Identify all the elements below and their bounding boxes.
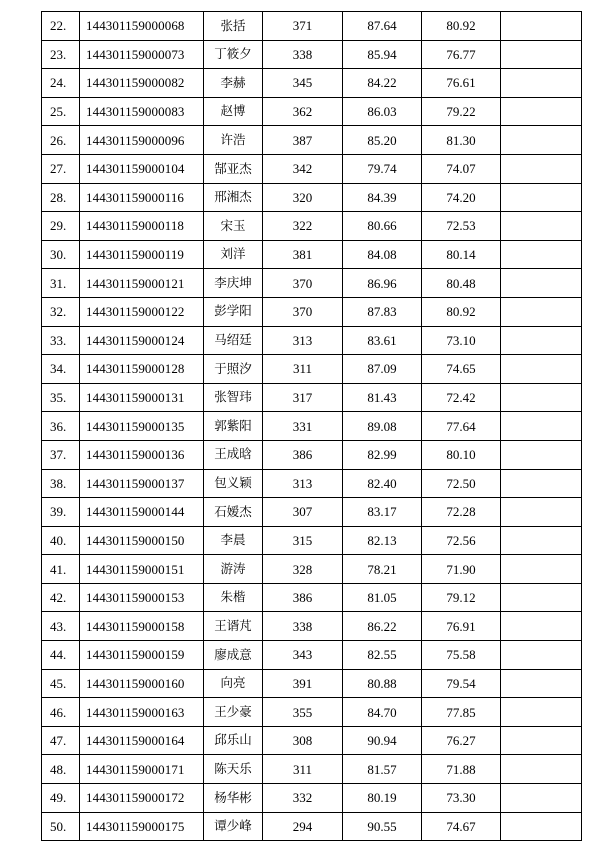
remark-cell xyxy=(501,355,582,384)
interview-score-cell: 82.40 xyxy=(343,469,422,498)
table-row xyxy=(42,784,582,813)
written-score-cell: 322 xyxy=(263,212,343,241)
row-number-cell: 40. xyxy=(42,526,80,555)
total-score-cell: 81.30 xyxy=(422,126,501,155)
row-number-cell: 44. xyxy=(42,641,80,670)
candidate-name-cell: 向亮 xyxy=(204,669,263,698)
remark-cell xyxy=(501,69,582,98)
written-score-cell: 313 xyxy=(263,469,343,498)
total-score-cell: 74.67 xyxy=(422,812,501,841)
candidate-name-cell: 邢湘杰 xyxy=(204,183,263,212)
written-score-cell: 317 xyxy=(263,383,343,412)
candidate-id-cell: 144301159000096 xyxy=(80,126,204,155)
row-number-cell: 36. xyxy=(42,412,80,441)
total-score-cell: 74.65 xyxy=(422,355,501,384)
remark-cell xyxy=(501,383,582,412)
total-score-cell: 76.61 xyxy=(422,69,501,98)
candidate-id-cell: 144301159000104 xyxy=(80,154,204,183)
interview-score-cell: 83.17 xyxy=(343,498,422,527)
row-number-cell: 26. xyxy=(42,126,80,155)
written-score-cell: 331 xyxy=(263,412,343,441)
row-number-cell: 29. xyxy=(42,212,80,241)
written-score-cell: 307 xyxy=(263,498,343,527)
written-score-cell: 345 xyxy=(263,69,343,98)
written-score-cell: 320 xyxy=(263,183,343,212)
row-number-cell: 22. xyxy=(42,12,80,41)
total-score-cell: 74.20 xyxy=(422,183,501,212)
candidate-id-cell: 144301159000128 xyxy=(80,355,204,384)
interview-score-cell: 80.66 xyxy=(343,212,422,241)
candidate-id-cell: 144301159000150 xyxy=(80,526,204,555)
candidate-name-cell: 包义颖 xyxy=(204,469,263,498)
row-number-cell: 48. xyxy=(42,755,80,784)
interview-score-cell: 80.88 xyxy=(343,669,422,698)
candidate-name-cell: 马绍廷 xyxy=(204,326,263,355)
total-score-cell: 76.91 xyxy=(422,612,501,641)
candidate-name-cell: 杨华彬 xyxy=(204,784,263,813)
table-row xyxy=(42,612,582,641)
total-score-cell: 80.92 xyxy=(422,297,501,326)
interview-score-cell: 84.22 xyxy=(343,69,422,98)
interview-score-cell: 86.03 xyxy=(343,97,422,126)
candidate-name-cell: 邱乐山 xyxy=(204,726,263,755)
total-score-cell: 79.22 xyxy=(422,97,501,126)
interview-score-cell: 84.08 xyxy=(343,240,422,269)
total-score-cell: 75.58 xyxy=(422,641,501,670)
remark-cell xyxy=(501,212,582,241)
candidate-id-cell: 144301159000073 xyxy=(80,40,204,69)
remark-cell xyxy=(501,641,582,670)
total-score-cell: 76.77 xyxy=(422,40,501,69)
interview-score-cell: 84.70 xyxy=(343,698,422,727)
remark-cell xyxy=(501,297,582,326)
interview-score-cell: 82.99 xyxy=(343,440,422,469)
row-number-cell: 46. xyxy=(42,698,80,727)
table-row xyxy=(42,726,582,755)
written-score-cell: 371 xyxy=(263,12,343,41)
remark-cell xyxy=(501,726,582,755)
total-score-cell: 80.10 xyxy=(422,440,501,469)
table-row xyxy=(42,812,582,841)
interview-score-cell: 87.64 xyxy=(343,12,422,41)
table-row xyxy=(42,126,582,155)
candidate-name-cell: 陈天乐 xyxy=(204,755,263,784)
row-number-cell: 47. xyxy=(42,726,80,755)
candidate-id-cell: 144301159000118 xyxy=(80,212,204,241)
candidate-id-cell: 144301159000082 xyxy=(80,69,204,98)
table-row xyxy=(42,154,582,183)
remark-cell xyxy=(501,97,582,126)
total-score-cell: 71.88 xyxy=(422,755,501,784)
table-row xyxy=(42,669,582,698)
interview-score-cell: 87.83 xyxy=(343,297,422,326)
written-score-cell: 386 xyxy=(263,440,343,469)
candidate-name-cell: 李赫 xyxy=(204,69,263,98)
written-score-cell: 338 xyxy=(263,40,343,69)
remark-cell xyxy=(501,126,582,155)
candidate-id-cell: 144301159000083 xyxy=(80,97,204,126)
candidate-id-cell: 144301159000163 xyxy=(80,698,204,727)
row-number-cell: 35. xyxy=(42,383,80,412)
candidate-name-cell: 游涛 xyxy=(204,555,263,584)
candidate-id-cell: 144301159000171 xyxy=(80,755,204,784)
candidate-name-cell: 丁筱夕 xyxy=(204,40,263,69)
row-number-cell: 45. xyxy=(42,669,80,698)
written-score-cell: 311 xyxy=(263,355,343,384)
candidate-name-cell: 宋玉 xyxy=(204,212,263,241)
table-row xyxy=(42,297,582,326)
candidate-id-cell: 144301159000124 xyxy=(80,326,204,355)
candidate-name-cell: 郜亚杰 xyxy=(204,154,263,183)
remark-cell xyxy=(501,40,582,69)
row-number-cell: 38. xyxy=(42,469,80,498)
remark-cell xyxy=(501,526,582,555)
candidate-name-cell: 李庆坤 xyxy=(204,269,263,298)
row-number-cell: 34. xyxy=(42,355,80,384)
total-score-cell: 72.50 xyxy=(422,469,501,498)
total-score-cell: 80.14 xyxy=(422,240,501,269)
remark-cell xyxy=(501,755,582,784)
candidate-name-cell: 张括 xyxy=(204,12,263,41)
candidate-name-cell: 李晨 xyxy=(204,526,263,555)
table-row xyxy=(42,183,582,212)
remark-cell xyxy=(501,698,582,727)
candidate-name-cell: 谭少峰 xyxy=(204,812,263,841)
row-number-cell: 31. xyxy=(42,269,80,298)
remark-cell xyxy=(501,154,582,183)
total-score-cell: 76.27 xyxy=(422,726,501,755)
written-score-cell: 370 xyxy=(263,297,343,326)
candidate-name-cell: 朱楷 xyxy=(204,583,263,612)
candidate-id-cell: 144301159000153 xyxy=(80,583,204,612)
table-row xyxy=(42,641,582,670)
candidate-id-cell: 144301159000158 xyxy=(80,612,204,641)
row-number-cell: 32. xyxy=(42,297,80,326)
total-score-cell: 72.56 xyxy=(422,526,501,555)
table-row xyxy=(42,69,582,98)
row-number-cell: 27. xyxy=(42,154,80,183)
written-score-cell: 308 xyxy=(263,726,343,755)
row-number-cell: 24. xyxy=(42,69,80,98)
candidate-id-cell: 144301159000131 xyxy=(80,383,204,412)
table-row xyxy=(42,355,582,384)
written-score-cell: 328 xyxy=(263,555,343,584)
interview-score-cell: 84.39 xyxy=(343,183,422,212)
remark-cell xyxy=(501,555,582,584)
candidate-id-cell: 144301159000175 xyxy=(80,812,204,841)
candidate-name-cell: 王谞芃 xyxy=(204,612,263,641)
interview-score-cell: 86.22 xyxy=(343,612,422,641)
candidate-id-cell: 144301159000137 xyxy=(80,469,204,498)
remark-cell xyxy=(501,669,582,698)
remark-cell xyxy=(501,440,582,469)
interview-score-cell: 89.08 xyxy=(343,412,422,441)
written-score-cell: 370 xyxy=(263,269,343,298)
candidate-name-cell: 王少豪 xyxy=(204,698,263,727)
written-score-cell: 355 xyxy=(263,698,343,727)
candidate-name-cell: 郭紫阳 xyxy=(204,412,263,441)
remark-cell xyxy=(501,412,582,441)
remark-cell xyxy=(501,612,582,641)
interview-score-cell: 81.05 xyxy=(343,583,422,612)
total-score-cell: 71.90 xyxy=(422,555,501,584)
table-row xyxy=(42,469,582,498)
candidate-id-cell: 144301159000121 xyxy=(80,269,204,298)
table-row xyxy=(42,269,582,298)
candidate-name-cell: 于照汐 xyxy=(204,355,263,384)
table-row xyxy=(42,412,582,441)
candidate-id-cell: 144301159000160 xyxy=(80,669,204,698)
row-number-cell: 50. xyxy=(42,812,80,841)
written-score-cell: 362 xyxy=(263,97,343,126)
table-row xyxy=(42,555,582,584)
written-score-cell: 386 xyxy=(263,583,343,612)
candidate-name-cell: 王成晗 xyxy=(204,440,263,469)
table-row xyxy=(42,498,582,527)
row-number-cell: 39. xyxy=(42,498,80,527)
row-number-cell: 41. xyxy=(42,555,80,584)
table-row xyxy=(42,440,582,469)
table-row xyxy=(42,383,582,412)
row-number-cell: 28. xyxy=(42,183,80,212)
interview-score-cell: 82.55 xyxy=(343,641,422,670)
interview-score-cell: 90.55 xyxy=(343,812,422,841)
total-score-cell: 73.10 xyxy=(422,326,501,355)
interview-score-cell: 80.19 xyxy=(343,784,422,813)
written-score-cell: 332 xyxy=(263,784,343,813)
total-score-cell: 72.42 xyxy=(422,383,501,412)
candidate-name-cell: 张智玮 xyxy=(204,383,263,412)
interview-score-cell: 85.94 xyxy=(343,40,422,69)
written-score-cell: 343 xyxy=(263,641,343,670)
candidate-id-cell: 144301159000136 xyxy=(80,440,204,469)
table-row xyxy=(42,526,582,555)
row-number-cell: 33. xyxy=(42,326,80,355)
table-row xyxy=(42,12,582,41)
interview-score-cell: 86.96 xyxy=(343,269,422,298)
written-score-cell: 342 xyxy=(263,154,343,183)
remark-cell xyxy=(501,240,582,269)
remark-cell xyxy=(501,469,582,498)
candidate-id-cell: 144301159000144 xyxy=(80,498,204,527)
interview-score-cell: 78.21 xyxy=(343,555,422,584)
row-number-cell: 37. xyxy=(42,440,80,469)
row-number-cell: 42. xyxy=(42,583,80,612)
table-row xyxy=(42,212,582,241)
written-score-cell: 294 xyxy=(263,812,343,841)
remark-cell xyxy=(501,183,582,212)
row-number-cell: 49. xyxy=(42,784,80,813)
candidate-id-cell: 144301159000135 xyxy=(80,412,204,441)
total-score-cell: 73.30 xyxy=(422,784,501,813)
total-score-cell: 80.48 xyxy=(422,269,501,298)
interview-score-cell: 79.74 xyxy=(343,154,422,183)
written-score-cell: 338 xyxy=(263,612,343,641)
table-body xyxy=(42,12,582,841)
remark-cell xyxy=(501,812,582,841)
written-score-cell: 313 xyxy=(263,326,343,355)
interview-score-cell: 87.09 xyxy=(343,355,422,384)
remark-cell xyxy=(501,326,582,355)
table-row xyxy=(42,698,582,727)
total-score-cell: 79.12 xyxy=(422,583,501,612)
total-score-cell: 77.64 xyxy=(422,412,501,441)
written-score-cell: 315 xyxy=(263,526,343,555)
interview-score-cell: 81.57 xyxy=(343,755,422,784)
row-number-cell: 23. xyxy=(42,40,80,69)
candidate-id-cell: 144301159000122 xyxy=(80,297,204,326)
candidate-id-cell: 144301159000068 xyxy=(80,12,204,41)
remark-cell xyxy=(501,269,582,298)
candidate-id-cell: 144301159000151 xyxy=(80,555,204,584)
remark-cell xyxy=(501,784,582,813)
table-row xyxy=(42,240,582,269)
remark-cell xyxy=(501,583,582,612)
total-score-cell: 72.53 xyxy=(422,212,501,241)
candidate-name-cell: 许浩 xyxy=(204,126,263,155)
written-score-cell: 311 xyxy=(263,755,343,784)
total-score-cell: 74.07 xyxy=(422,154,501,183)
table-row xyxy=(42,97,582,126)
written-score-cell: 391 xyxy=(263,669,343,698)
candidate-name-cell: 石嫒杰 xyxy=(204,498,263,527)
table-row xyxy=(42,40,582,69)
candidate-name-cell: 廖成意 xyxy=(204,641,263,670)
score-table xyxy=(41,11,582,841)
interview-score-cell: 83.61 xyxy=(343,326,422,355)
row-number-cell: 25. xyxy=(42,97,80,126)
interview-score-cell: 90.94 xyxy=(343,726,422,755)
candidate-id-cell: 144301159000119 xyxy=(80,240,204,269)
interview-score-cell: 82.13 xyxy=(343,526,422,555)
written-score-cell: 381 xyxy=(263,240,343,269)
total-score-cell: 77.85 xyxy=(422,698,501,727)
remark-cell xyxy=(501,12,582,41)
remark-cell xyxy=(501,498,582,527)
candidate-name-cell: 刘洋 xyxy=(204,240,263,269)
row-number-cell: 43. xyxy=(42,612,80,641)
candidate-id-cell: 144301159000172 xyxy=(80,784,204,813)
candidate-id-cell: 144301159000164 xyxy=(80,726,204,755)
table-row xyxy=(42,583,582,612)
candidate-id-cell: 144301159000159 xyxy=(80,641,204,670)
row-number-cell: 30. xyxy=(42,240,80,269)
total-score-cell: 72.28 xyxy=(422,498,501,527)
total-score-cell: 79.54 xyxy=(422,669,501,698)
written-score-cell: 387 xyxy=(263,126,343,155)
candidate-name-cell: 赵博 xyxy=(204,97,263,126)
total-score-cell: 80.92 xyxy=(422,12,501,41)
table-row xyxy=(42,755,582,784)
interview-score-cell: 81.43 xyxy=(343,383,422,412)
candidate-name-cell: 彭学阳 xyxy=(204,297,263,326)
candidate-id-cell: 144301159000116 xyxy=(80,183,204,212)
interview-score-cell: 85.20 xyxy=(343,126,422,155)
table-row xyxy=(42,326,582,355)
